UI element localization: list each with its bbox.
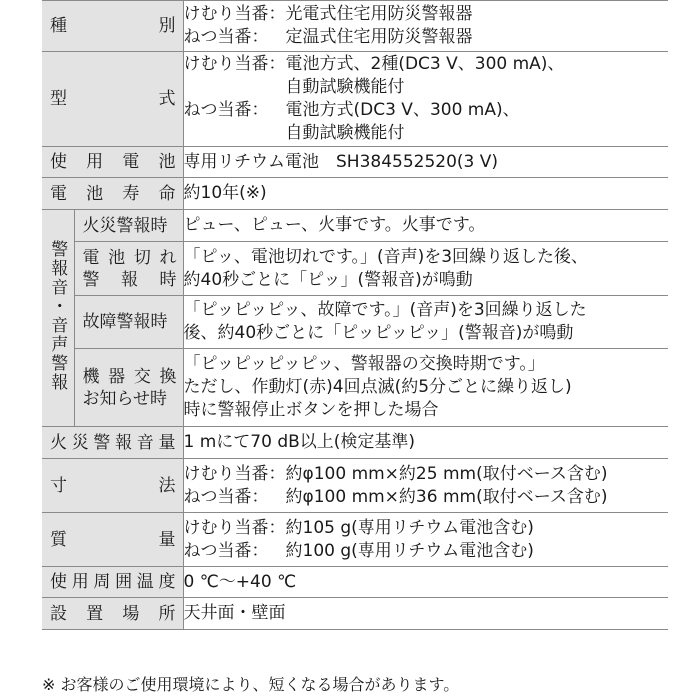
row-label (42, 147, 183, 178)
sublabel-lines (75, 247, 183, 291)
row-alarm-fire (42, 210, 668, 242)
value-line: 「ピッピッピッピッ、警報器の交換時期です。」 (183, 354, 545, 374)
row-alarm-fault (42, 296, 668, 349)
row-label (42, 52, 183, 147)
value-text: 約φ100 mm×約25 mm(取付ベース含む) (285, 463, 608, 484)
sublabel-lines (75, 215, 183, 237)
value-text: 自動試験機能付 (285, 123, 405, 143)
temperature-value: 0 ℃～+40 ℃ (183, 571, 297, 592)
alarm-value (183, 210, 668, 242)
row-label-text (42, 183, 183, 205)
label-char: 使 (50, 572, 67, 592)
row-battery (42, 147, 668, 178)
value-key: ねつ当番： (183, 540, 269, 561)
alarm-value (183, 242, 668, 296)
row-value (183, 598, 668, 630)
label-char: 器 (108, 366, 126, 387)
row-value (183, 178, 668, 210)
battery-life-value: 約10年(※) (183, 183, 267, 203)
value-key: けむり当番： (183, 4, 286, 24)
label-char: 寸 (50, 475, 67, 496)
row-type (42, 1, 668, 52)
label-char: 使 (50, 152, 67, 172)
label-char: 囲 (115, 572, 133, 592)
label-char: 種 (50, 16, 67, 36)
alarm-value (183, 349, 668, 427)
label-char: れ (159, 247, 177, 268)
row-volume (42, 427, 668, 459)
alarm-sublabel (74, 296, 183, 349)
label-char: 池 (108, 247, 126, 268)
row-location (42, 598, 668, 630)
value-lines (184, 214, 669, 237)
row-label (42, 178, 183, 210)
label-char: 設 (50, 603, 67, 624)
value-text: 電池方式、2種(DC3 V、300 mA)、 (285, 54, 565, 74)
location-value: 天井面・壁面 (183, 603, 286, 623)
label-char: 度 (158, 572, 176, 592)
row-label-text (42, 603, 183, 625)
label-char: 法 (158, 475, 176, 496)
label-char: 池 (86, 183, 104, 204)
value-lines (184, 353, 669, 422)
value-key (184, 122, 286, 145)
value-key: ねつ当番： (183, 27, 269, 47)
sublabel-line: お知らせ時 (82, 388, 167, 409)
row-value (183, 459, 668, 513)
label-char: 電 (82, 247, 100, 268)
value-line: 時に警報停止ボタンを押した場合 (183, 400, 439, 420)
label-char: 火 (50, 432, 67, 453)
value-text: 約105 g(専用リチウム電池含む) (285, 517, 534, 538)
label-char: 用 (86, 152, 104, 172)
label-char: 電 (122, 152, 140, 172)
footnote: ※ お客様のご使用環境により、短くなる場合があります。 (42, 675, 460, 694)
value-key: けむり当番： (183, 463, 286, 484)
value-text: 約φ100 mm×約36 mm(取付ベース含む) (285, 486, 608, 507)
row-temperature (42, 567, 668, 598)
alarm-sublabel (74, 349, 183, 427)
value-lines (184, 53, 669, 145)
sublabel-line: 故障警報時 (82, 312, 168, 332)
alarm-group-label: 警報音・音声警報 (42, 210, 74, 427)
row-label (42, 1, 183, 52)
sublabel-lines (75, 311, 183, 333)
value-text: 約100 g(専用リチウム電池含む) (285, 540, 534, 561)
row-battery-life (42, 178, 668, 210)
row-value (183, 1, 668, 52)
row-label-text (42, 475, 183, 497)
label-char: 命 (158, 183, 176, 204)
label-char: 量 (158, 529, 176, 550)
row-label (42, 513, 183, 567)
label-char: 別 (158, 16, 176, 36)
value-text: 定温式住宅用防災警報器 (285, 27, 473, 47)
label-char: 機 (82, 366, 100, 387)
label-char: 型 (50, 89, 67, 109)
row-label (42, 567, 183, 598)
row-label-text (42, 529, 183, 551)
row-value (183, 147, 668, 178)
label-char: 警 (82, 269, 100, 290)
label-char: 切 (133, 247, 151, 268)
row-mass (42, 513, 668, 567)
label-char: 換 (159, 366, 177, 387)
sublabel-line (75, 366, 183, 388)
value-lines (184, 463, 669, 509)
label-char: 寿 (122, 183, 140, 204)
sublabel-line (75, 269, 183, 291)
row-value (183, 427, 668, 459)
label-char: 時 (159, 269, 177, 290)
battery-value: 専用リチウム電池 SH384552520(3 V) (183, 151, 499, 172)
alarm-sublabel (74, 210, 183, 242)
value-text: 自動試験機能付 (285, 77, 405, 97)
label-char: 量 (158, 432, 176, 453)
label-char: 所 (158, 603, 176, 624)
label-char: 式 (158, 89, 176, 109)
value-lines (184, 246, 669, 292)
value-lines (184, 517, 669, 563)
row-label-text (42, 88, 183, 110)
label-char: 交 (133, 366, 151, 387)
sublabel-line: 火災警報時 (82, 215, 168, 236)
value-key: ねつ当番： (183, 100, 269, 120)
sublabel-lines (75, 366, 183, 410)
row-label-text (42, 432, 183, 454)
row-alarm-battery (42, 242, 668, 296)
row-label (42, 427, 183, 459)
label-char: 温 (136, 572, 154, 592)
label-char: 池 (158, 152, 176, 172)
label-char: 場 (122, 603, 140, 624)
label-char: 置 (86, 603, 104, 624)
value-line: 「ピッ、電池切れです。」(音声)を3回繰り返した後、 (183, 246, 589, 267)
alarm-value (183, 296, 668, 349)
label-char: 用 (71, 572, 89, 592)
label-char: 報 (121, 269, 138, 290)
label-char: 周 (93, 572, 111, 592)
alarm-sublabel (74, 242, 183, 296)
label-char: 音 (136, 432, 154, 453)
value-key (184, 76, 286, 99)
value-line: 約40秒ごとに「ピッ」(警報音)が鳴動 (183, 269, 473, 290)
label-char: 電 (50, 183, 67, 204)
label-char: 災 (71, 432, 89, 453)
value-text: 電池方式(DC3 V、300 mA)、 (285, 100, 520, 120)
value-key: ねつ当番： (183, 486, 269, 507)
value-key: けむり当番： (183, 54, 286, 74)
row-label (42, 459, 183, 513)
value-line: 「ピッピッピッ、故障です。」(音声)を3回繰り返した (183, 300, 587, 320)
value-text: 光電式住宅用防災警報器 (285, 4, 473, 24)
label-char: 質 (50, 529, 67, 550)
row-label (42, 598, 183, 630)
row-dimensions (42, 459, 668, 513)
value-line: ピュー、ピュー、火事です。火事です。 (183, 215, 486, 235)
spec-table (42, 0, 668, 630)
row-label-text (42, 151, 183, 173)
sublabel-line (75, 247, 183, 269)
value-line: 後、約40秒ごとに「ピッピッピッ」(警報音)が鳴動 (183, 323, 574, 343)
label-char: 報 (115, 432, 133, 453)
row-value (183, 513, 668, 567)
row-value (183, 52, 668, 147)
value-lines (184, 3, 669, 49)
row-label-text (42, 571, 183, 593)
row-value (183, 567, 668, 598)
value-key: けむり当番： (183, 517, 286, 538)
row-label-text (42, 15, 183, 37)
volume-value: 1 mにて70 dB以上(検定基準) (183, 432, 416, 452)
label-char: 警 (93, 432, 111, 453)
row-model (42, 52, 668, 147)
value-line: ただし、作動灯(赤)4回点滅(約5分ごとに繰り返し) (183, 377, 572, 397)
row-alarm-replace (42, 349, 668, 427)
value-lines (184, 299, 669, 345)
